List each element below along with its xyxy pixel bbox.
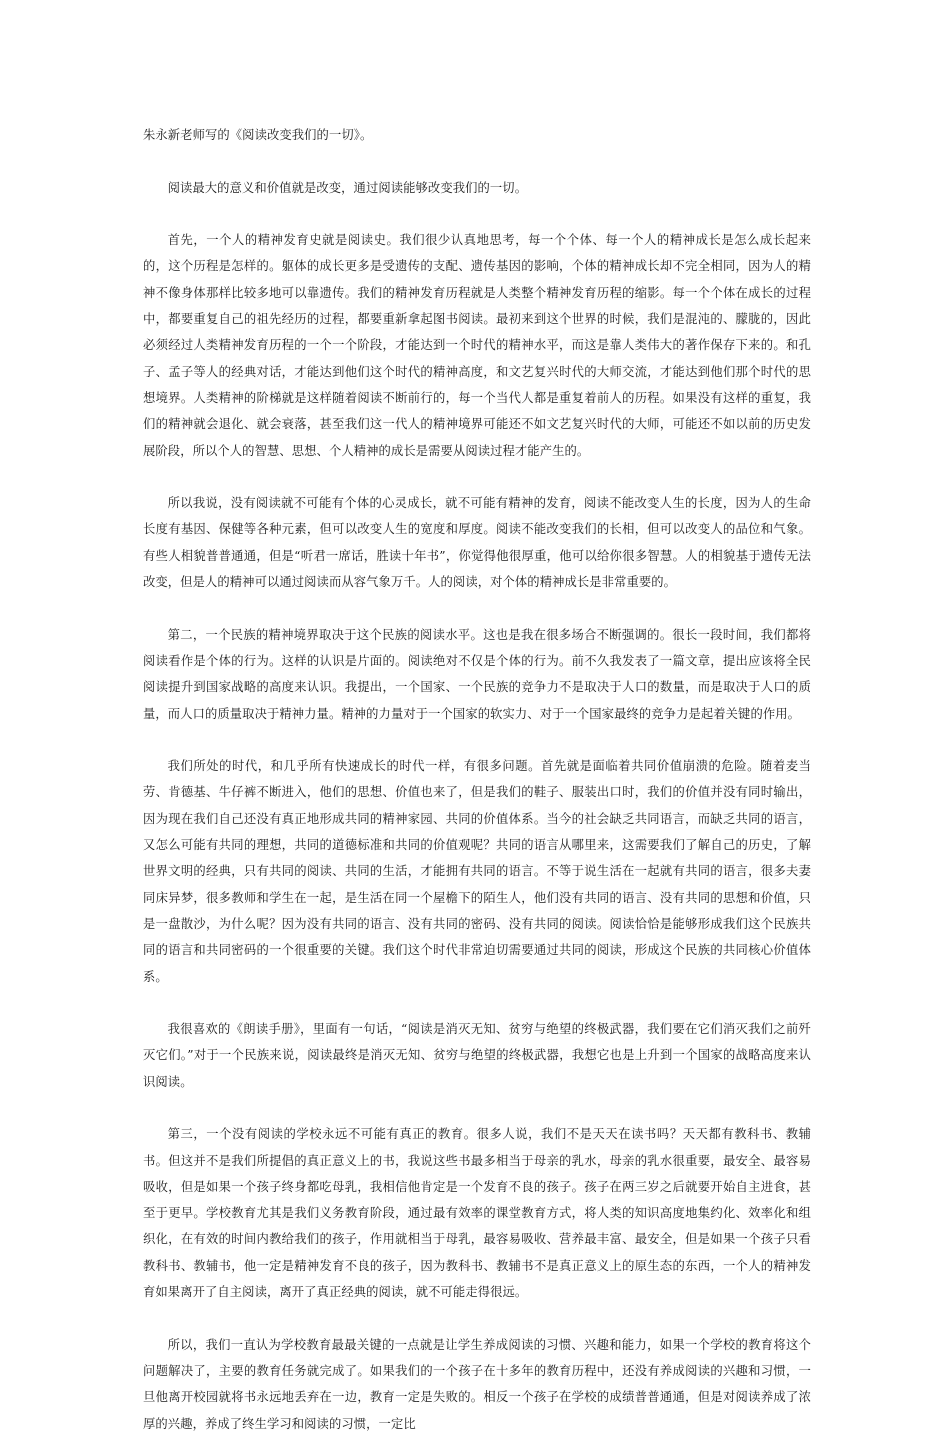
paragraph-shared-values: 我们所处的时代，和几乎所有快速成长的时代一样，有很多问题。首先就是面临着共同价值崩溃的危险。随着麦当劳、肯德基、牛仔裤不断进入，他们的思想、价值也来了，但是我们的鞋子、服装出口时，我们的价值并没有同时输出，因为现在我们自己还没有真正地形成共同的精神家园、共同的价值体系。当今的社会缺乏共同语言，而缺乏共同的语言，又怎么可能有共同的理想，共同的道德标准和共同的价值观呢？共同的语言从哪里来，这需要我们了解自己的历史，了解世界文明的经典，只有共同的阅读、共同的生活，才能拥有共同的语言。不等于说生活在一起就有共同的语言，很多夫妻同床异梦，很多教师和学生在一起，是生活在同一个屋檐下的陌生人，他们没有共同的语言、没有共同的思想和价值，只是一盘散沙，为什么呢？因为没有共同的语言、没有共同的密码、没有共同的阅读。阅读恰恰是能够形成我们这个民族共同的语言和共同密码的一个很重要的关键。我们这个时代非常迫切需要通过共同的阅读，形成这个民族的共同核心价值体系。	[143, 759, 811, 984]
paragraph-read-aloud-handbook: 我很喜欢的《朗读手册》，里面有一句话，“阅读是消灭无知、贫穷与绝望的终极武器，我们要在它们消灭我们之前歼灭它们。”对于一个民族来说，阅读最终是消灭无知、贫穷与绝望的终极武器，我想它也是上升到一个国家的战略高度来认识阅读。	[143, 1022, 811, 1089]
paragraph-gap	[143, 1095, 811, 1121]
paragraph-gap	[143, 595, 811, 621]
paragraph-thesis: 阅读最大的意义和价值就是改变，通过阅读能够改变我们的一切。	[167, 180, 528, 195]
paragraph-third-point: 第三，一个没有阅读的学校永远不可能有真正的教育。很多人说，我们不是天天在读书吗？天天都有教科书、教辅书。但这并不是我们所提倡的真正意义上的书，我说这些书最多相当于母亲的乳水，母亲的乳水很重要，最安全、最容易吸收，但是如果一个孩子终身都吃母乳，我相信他肯定是一个发育不良的孩子。孩子在两三岁之后就要开始自主进食，甚至于更早。学校教育尤其是我们义务教育阶段，通过最有效率的课堂教育方式，将人类的知识高度地集约化、效率化和组织化，在有效的时间内教给我们的孩子，作用就相当于母乳，最容易吸收、营养最丰富、最安全，但是如果一个孩子只看教科书、教辅书，他一定是精神发育不良的孩子，因为教科书、教辅书不是真正意义上的原生态的东西，一个人的精神发育如果离开了自主阅读，离开了真正经典的阅读，就不可能走得很远。	[143, 1127, 811, 1300]
paragraph-gap	[143, 464, 811, 490]
paragraph-gap	[143, 727, 811, 753]
document-body	[143, 122, 811, 1437]
paragraph-individual-growth: 所以我说，没有阅读就不可能有个体的心灵成长，就不可能有精神的发育，阅读不能改变人生的长度，因为人的生命长度有基因、保健等各种元素，但可以改变人生的宽度和厚度。阅读不能改变我们的长相，但可以改变人的品位和气象。有些人相貌普普通通，但是“听君一席话，胜读十年书”，你觉得他很厚重，他可以给你很多智慧。人的相貌基于遗传无法改变，但是人的精神可以通过阅读而从容气象万千。人的阅读，对个体的精神成长是非常重要的。	[143, 496, 811, 590]
paragraph-source-line: 朱永新老师写的《阅读改变我们的一切》。	[143, 128, 373, 142]
paragraph-school-education: 所以，我们一直认为学校教育最最关键的一点就是让学生养成阅读的习惯、兴趣和能力，如果一个学校的教育将这个问题解决了，主要的教育任务就完成了。如果我们的一个孩子在十多年的教育历程中，还没有养成阅读的兴趣和习惯，一旦他离开校园就将书永远地丢弃在一边，教育一定是失败的。相反一个孩子在学校的成绩普普通通，但是对阅读养成了浓厚的兴趣，养成了终生学习和阅读的习惯，一定比	[143, 1337, 811, 1431]
paragraph-gap	[143, 1305, 811, 1331]
paragraph-second-point: 第二，一个民族的精神境界取决于这个民族的阅读水平。这也是我在很多场合不断强调的。很长一段时间，我们都将阅读看作是个体的行为。这样的认识是片面的。阅读绝对不仅是个体的行为。前不久我发表了一篇文章，提出应该将全民阅读提升到国家战略的高度来认识。我提出，一个国家、一个民族的竞争力不是取决于人口的数量，而是取决于人口的质量，而人口的质量取决于精神力量。精神的力量对于一个国家的软实力、对于一个国家最终的竞争力是起着关键的作用。	[143, 627, 811, 721]
paragraph-gap	[143, 201, 811, 227]
paragraph-gap	[143, 990, 811, 1016]
paragraph-first-point: 首先，一个人的精神发育史就是阅读史。我们很少认真地思考，每一个个体、每一个人的精神成长是怎么成长起来的，这个历程是怎样的。躯体的成长更多是受遗传的支配、遗传基因的影响，个体的精神成长却不完全相同，因为人的精神不像身体那样比较多地可以靠遗传。我们的精神发育历程就是人类整个精神发育历程的缩影。每一个个体在成长的过程中，都要重复自己的祖先经历的过程，都要重新拿起图书阅读。最初来到这个世界的时候，我们是混沌的、朦胧的，因此必须经过人类精神发育历程的一个一个阶段，才能达到一个时代的精神水平，而这是靠人类伟大的著作保存下来的。和孔子、孟子等人的经典对话，才能达到他们这个时代的精神高度，和文艺复兴时代的大师交流，才能达到他们那个时代的思想境界。人类精神的阶梯就是这样随着阅读不断前行的，每一个当代人都是重复着前人的历程。如果没有这样的重复，我们的精神就会退化、就会衰落，甚至我们这一代人的精神境界可能还不如文艺复兴时代的大师，可能还不如以前的历史发展阶段，所以个人的智慧、思想、个人精神的成长是需要从阅读过程才能产生的。	[143, 233, 811, 458]
paragraph-gap	[143, 148, 811, 174]
